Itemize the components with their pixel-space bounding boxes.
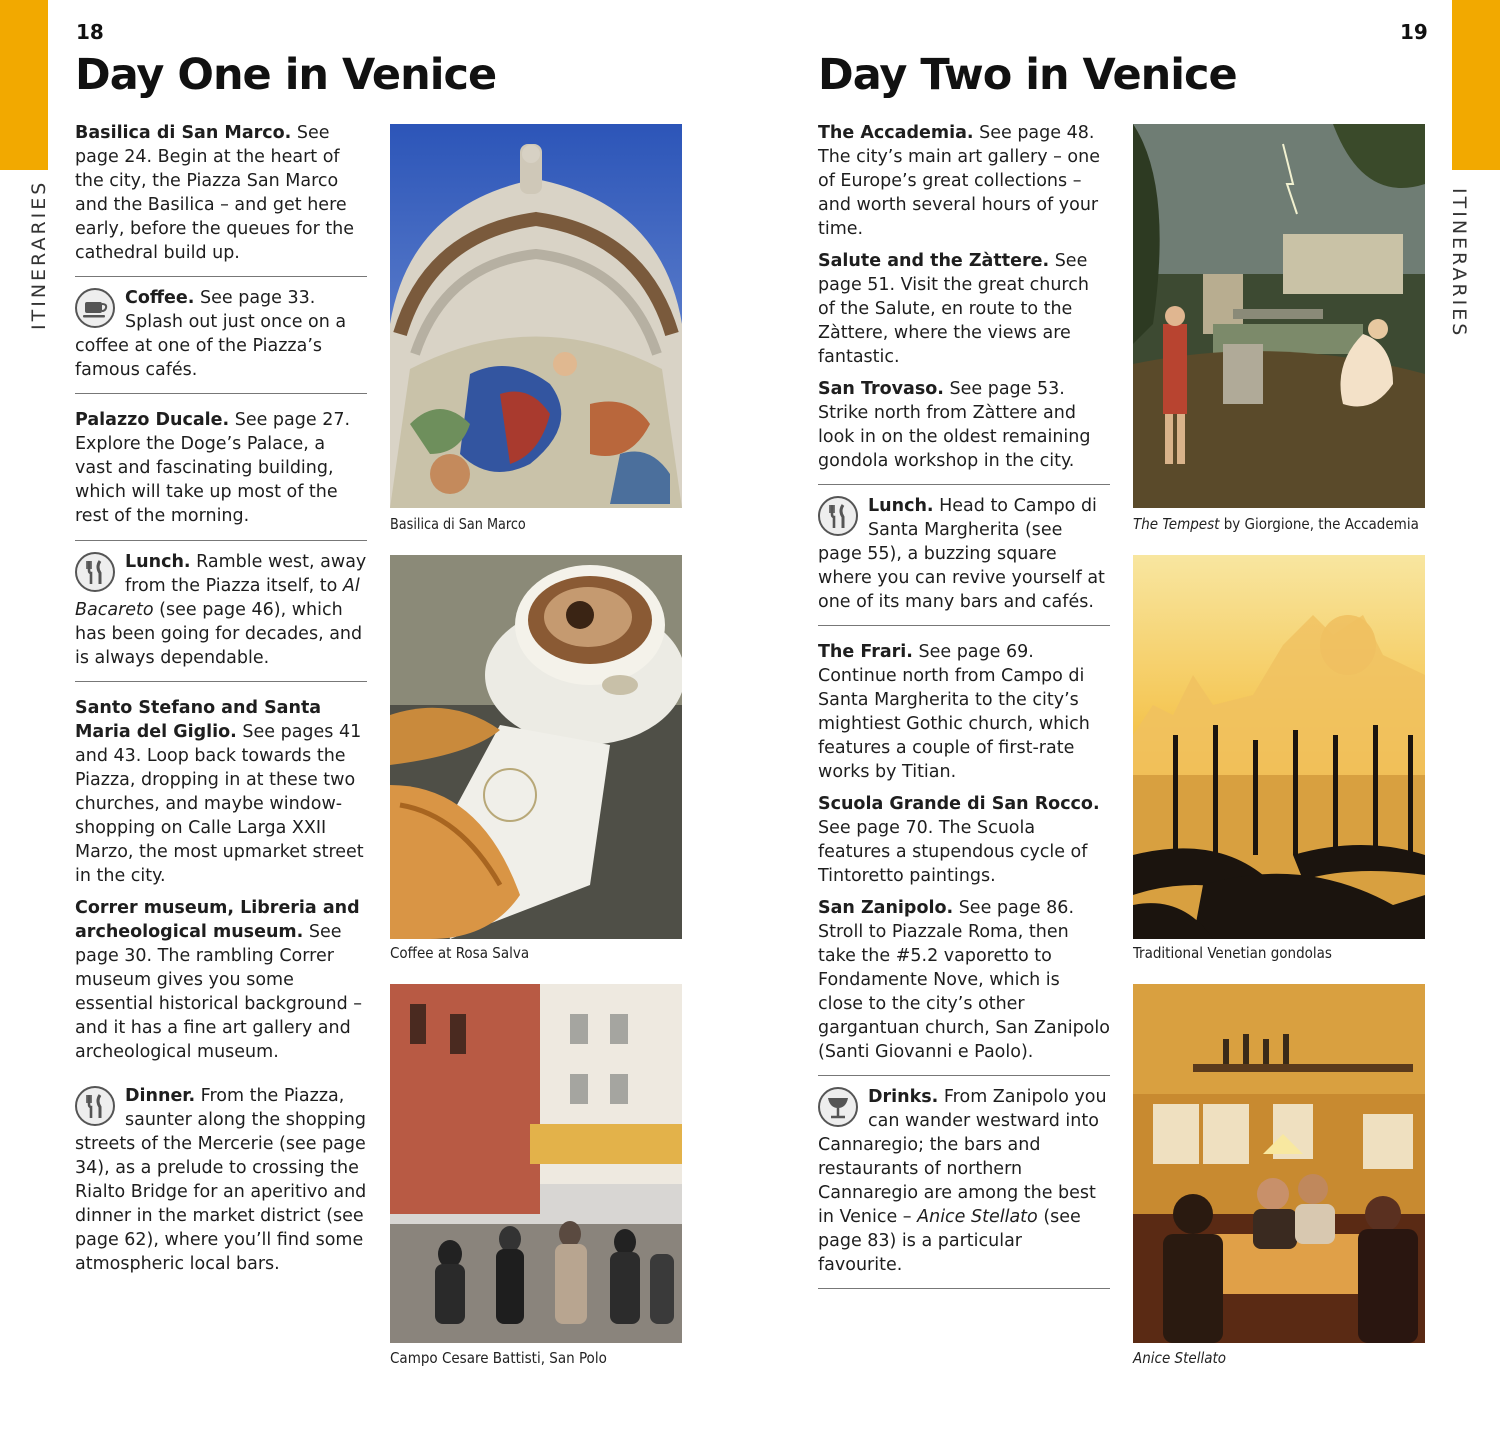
caption-basilica: Basilica di San Marco	[390, 515, 526, 533]
photo-restaurant	[1133, 984, 1425, 1343]
entry-correr-museum: Correr museum, Libreria and archeological museum. See page 30. The rambling Correr museum gives you some essential historical background – and it has a fine art gallery and archeological museum.	[75, 898, 363, 1062]
knife-fork-icon	[75, 1086, 115, 1126]
entry-san-zanipolo: San Zanipolo. See page 86. Stroll to Piazzale Roma, then take the #5.2 vaporetto to Fondamente Nove, which is close to the city’s other gargantuan church, San Zanipolo (Santi Giovanni e Paolo).	[818, 898, 1110, 1062]
knife-fork-icon	[75, 552, 115, 592]
right-itinerary-column	[818, 121, 1110, 1303]
caption-coffee: Coffee at Rosa Salva	[390, 944, 530, 962]
entry-san-rocco: Scuola Grande di San Rocco. See page 70. The Scuola features a stupendous cycle of Tintoretto paintings.	[818, 794, 1100, 886]
page-title-right: Day Two in Venice	[818, 50, 1237, 100]
entry-basilica: Basilica di San Marco. See page 24. Begin at the heart of the city, the Piazza San Marco and the Basilica – and get here early, before the queues for the cathedral build up.	[75, 123, 355, 263]
left-accent-tab	[0, 0, 48, 170]
entry-santo-stefano: Santo Stefano and Santa Maria del Giglio. See pages 41 and 43. Loop back towards the Piazza, dropping in at these two churches, and maybe window-shopping on Calle Larga XXII Marzo, the most upmarket street in the city.	[75, 698, 364, 886]
left-itinerary-column	[75, 121, 367, 1276]
photo-coffee	[390, 555, 682, 939]
photo-basilica-mosaic	[390, 124, 682, 508]
coffee-cup-icon	[75, 288, 115, 328]
caption-restaurant: Anice Stellato	[1133, 1349, 1227, 1367]
photo-gondolas	[1133, 555, 1425, 939]
photo-the-tempest	[1133, 124, 1425, 508]
lunch-tip-box-left: Lunch. Ramble west, away from the Piazza itself, to Al Bacareto (see page 46), which has been going for decades, and is always dependable.	[75, 540, 367, 682]
caption-tempest: The Tempest by Giorgione, the Accademia	[1133, 515, 1419, 533]
entry-san-trovaso: San Trovaso. See page 53. Strike north from Zàttere and look in on the oldest remaining gondola workshop in the city.	[818, 379, 1091, 471]
wine-glass-icon	[818, 1087, 858, 1127]
dinner-tip: Dinner. From the Piazza, saunter along the shopping streets of the Mercerie (see page 34), as a prelude to crossing the Rialto Bridge for an aperitivo and dinner in the market district (see page 62), where you’ll find some atmospheric local bars.	[75, 1086, 367, 1274]
entry-accademia: The Accademia. See page 48. The city’s main art gallery – one of Europe’s great collections – and worth several hours of your time.	[818, 123, 1100, 239]
knife-fork-icon	[818, 496, 858, 536]
page-number-right: 19	[1400, 20, 1428, 44]
lunch-tip-box-right: Lunch. Head to Campo di Santa Margherita (see page 55), a buzzing square where you can revive yourself at one of its many bars and cafés.	[818, 484, 1110, 626]
right-side-label: ITINERARIES	[1448, 188, 1470, 339]
page-number-left: 18	[76, 20, 104, 44]
photo-campo-cesare-battisti	[390, 984, 682, 1343]
page-title-left: Day One in Venice	[75, 50, 497, 100]
coffee-tip-box: Coffee. See page 33. Splash out just once on a coffee at one of the Piazza’s famous cafés.	[75, 276, 367, 394]
entry-salute: Salute and the Zàttere. See page 51. Visit the great church of the Salute, en route to the Zàttere, where the views are fantastic.	[818, 251, 1089, 367]
entry-frari: The Frari. See page 69. Continue north from Campo di Santa Margherita to the city’s mightiest Gothic church, which features a couple of first-rate works by Titian.	[818, 642, 1090, 782]
left-side-label: ITINERARIES	[28, 179, 50, 330]
drinks-tip-box: Drinks. From Zanipolo you can wander westward into Cannaregio; the bars and restaurants of northern Cannaregio are among the best in Venice – Anice Stellato (see page 83) is a particular favourite.	[818, 1075, 1110, 1289]
caption-campo: Campo Cesare Battisti, San Polo	[390, 1349, 607, 1367]
caption-gondolas: Traditional Venetian gondolas	[1133, 944, 1332, 962]
right-accent-tab	[1452, 0, 1500, 170]
entry-palazzo-ducale: Palazzo Ducale. See page 27. Explore the Doge’s Palace, a vast and fascinating building, which will take up most of the rest of the morning.	[75, 410, 351, 526]
